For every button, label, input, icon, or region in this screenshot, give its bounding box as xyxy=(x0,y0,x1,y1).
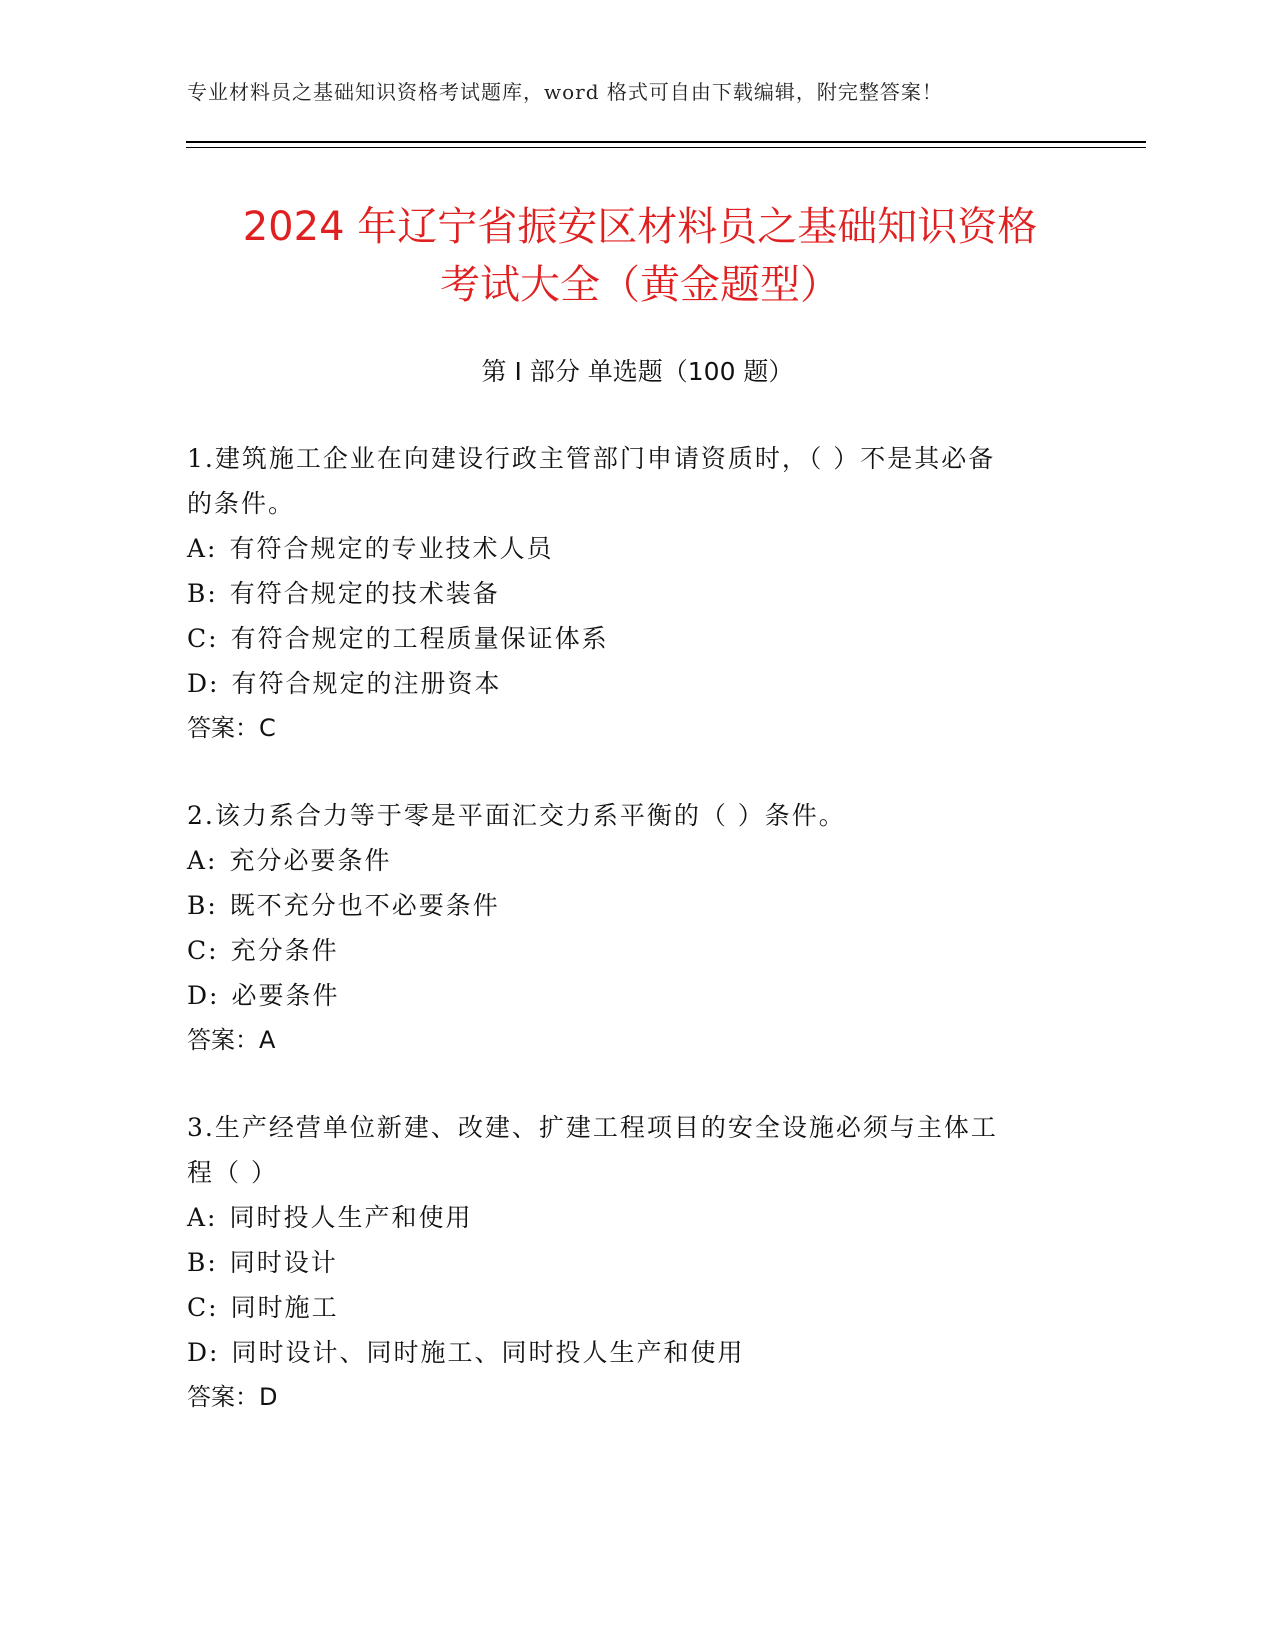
option-letter: D: xyxy=(187,1338,220,1367)
option-text: 同时施工 xyxy=(230,1293,339,1322)
section-heading: 第 I 部分 单选题（100 题） xyxy=(481,357,794,386)
option-text: 既不充分也不必要条件 xyxy=(229,891,500,920)
option-b xyxy=(187,571,1067,616)
option-text: 同时设计、同时施工、同时投人生产和使用 xyxy=(231,1338,745,1367)
option-letter: C: xyxy=(187,624,219,653)
option-a xyxy=(187,526,1067,571)
running-header: 专业材料员之基础知识资格考试题库，word 格式可自由下载编辑，附完整答案！ xyxy=(187,80,943,104)
header-rule-thick xyxy=(186,141,1146,143)
option-letter: A: xyxy=(187,534,218,563)
option-c xyxy=(187,616,1067,661)
option-text: 同时投人生产和使用 xyxy=(229,1203,473,1232)
option-letter: A: xyxy=(187,1203,218,1232)
option-text: 有符合规定的技术装备 xyxy=(229,579,500,608)
option-text: 有符合规定的注册资本 xyxy=(231,669,502,698)
option-c xyxy=(187,1285,1067,1330)
option-letter: D: xyxy=(187,981,220,1010)
option-letter: B: xyxy=(187,891,218,920)
option-d xyxy=(187,973,1067,1018)
option-b xyxy=(187,883,1067,928)
option-text: 同时设计 xyxy=(229,1248,338,1277)
question-stem-line: 程（ ） xyxy=(187,1158,278,1187)
question-stem-line: 2.该力系合力等于零是平面汇交力系平衡的（ ）条件。 xyxy=(187,801,846,830)
question-2 xyxy=(187,793,1067,1063)
option-text: 有符合规定的工程质量保证体系 xyxy=(230,624,609,653)
document-title-line-2: 考试大全（黄金题型） xyxy=(440,262,840,308)
question-stem-line: 1.建筑施工企业在向建设行政主管部门申请资质时，（ ）不是其必备 xyxy=(187,444,996,473)
option-b xyxy=(187,1240,1067,1285)
option-text: 充分条件 xyxy=(230,936,339,965)
question-stem-line: 的条件。 xyxy=(187,489,296,518)
document-title xyxy=(140,198,1140,314)
option-d xyxy=(187,661,1067,706)
document-title-line-1: 2024 年辽宁省振安区材料员之基础知识资格 xyxy=(242,204,1038,250)
answer-line: 答案：A xyxy=(187,1026,276,1054)
option-d xyxy=(187,1330,1067,1375)
answer-line: 答案：D xyxy=(187,1383,278,1411)
question-1 xyxy=(187,436,1067,751)
question-stem-line: 3.生产经营单位新建、改建、扩建工程项目的安全设施必须与主体工 xyxy=(187,1113,998,1142)
header-rule-thin xyxy=(186,147,1146,148)
option-a xyxy=(187,838,1067,883)
option-text: 必要条件 xyxy=(231,981,340,1010)
option-letter: B: xyxy=(187,1248,218,1277)
question-list xyxy=(187,436,1067,1462)
option-letter: B: xyxy=(187,579,218,608)
option-letter: C: xyxy=(187,1293,219,1322)
option-letter: D: xyxy=(187,669,220,698)
question-3 xyxy=(187,1105,1067,1420)
answer-line: 答案：C xyxy=(187,714,276,742)
option-text: 有符合规定的专业技术人员 xyxy=(229,534,554,563)
option-c xyxy=(187,928,1067,973)
option-a xyxy=(187,1195,1067,1240)
option-text: 充分必要条件 xyxy=(229,846,392,875)
option-letter: C: xyxy=(187,936,219,965)
option-letter: A: xyxy=(187,846,218,875)
